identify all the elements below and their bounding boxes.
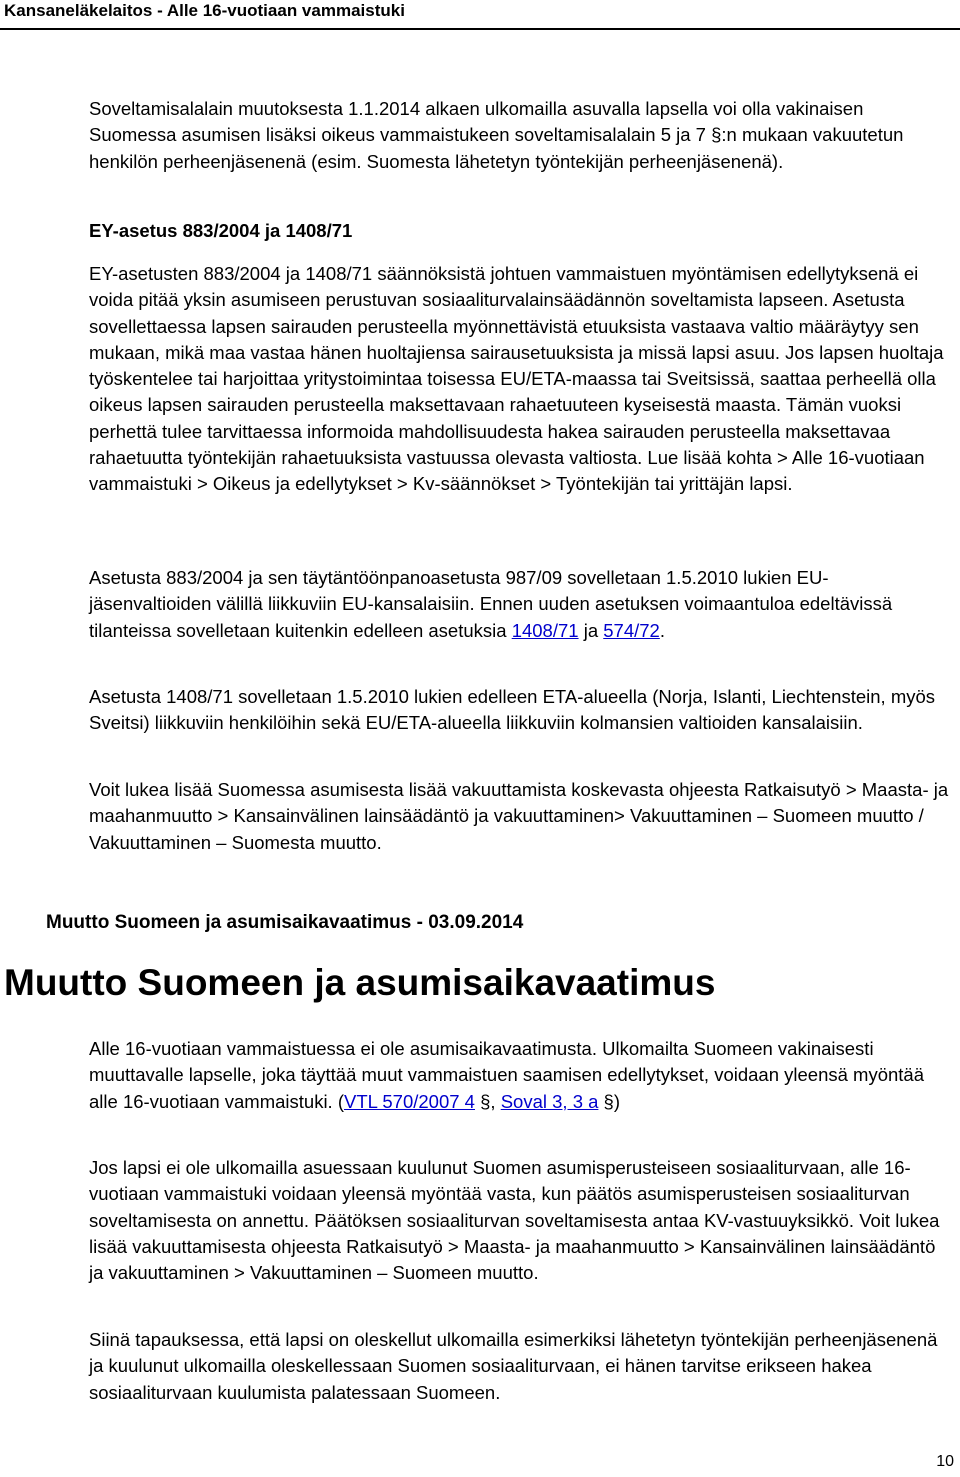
paragraph-asetus-1408: Asetusta 1408/71 sovelletaan 1.5.2010 lukien edelleen ETA-alueella (Norja, Islanti, Liechtenstein, myös Sveitsi) liikkuviin henkilöihin sekä EU/ETA-alueella liikkuviin kolmansien valtioiden kansalaisiin. bbox=[89, 686, 936, 734]
document-header-title: Kansaneläkelaitos - Alle 16-vuotiaan vammaistuki bbox=[4, 1, 405, 20]
link-574-72[interactable]: 574/72 bbox=[603, 619, 660, 641]
link-1408-71[interactable]: 1408/71 bbox=[511, 619, 579, 641]
page-number: 10 bbox=[936, 1453, 954, 1470]
section-asetus-1408 bbox=[89, 684, 949, 737]
link-vtl-570-2007[interactable]: VTL 570/2007 4 bbox=[344, 1090, 475, 1112]
paragraph-asumisaika-end: ) bbox=[613, 1090, 621, 1112]
paragraph-asumisaika-text: Alle 16-vuotiaan vammaistuessa ei ole asumisaikavaatimusta. Ulkomailta Suomeen vakinaisesti muuttavalle lapselle, joka täyttää muut vammaistuen saamisen edellytykset, voidaan yleensä myöntää alle 16-vuotiaan vammaistuki. ( bbox=[89, 1038, 924, 1112]
link-soval-3-3a[interactable]: Soval 3, 3 a bbox=[500, 1090, 599, 1112]
section-asumisaika bbox=[89, 1036, 949, 1115]
paragraph-asumisaika bbox=[89, 1036, 949, 1115]
paragraph-lue-lisaa: Voit lukea lisää Suomessa asumisesta lisää vakuuttamista koskevasta ohjeesta Ratkaisutyö > Maasta- ja maahanmuutto > Kansainvälinen lainsäädäntö ja vakuuttaminen> Vakuuttaminen – Suomeen muutto / Vakuuttaminen – Suomesta muutto. bbox=[89, 779, 949, 853]
section-asetus-883 bbox=[89, 565, 949, 644]
paragraph-soveltamisalalain: Soveltamisalalain muutoksesta 1.1.2014 alkaen ulkomailla asuvalla lapsella voi olla vakinaisen Suomessa asumisen lisäksi oikeus vammaistukeen soveltamisalalain 5 ja 7 §:n mukaan vakuutetun henkilön perheenjäsenenä (esim. Suomesta lähetetyn työntekijän perheenjäsenenä). bbox=[89, 98, 904, 172]
paragraph-asetus-883 bbox=[89, 565, 949, 644]
section-lahetetty bbox=[89, 1327, 949, 1406]
paragraph-ey-asetukset: EY-asetusten 883/2004 ja 1408/71 säännöksistä johtuen vammaistuen myöntämisen edellytyksenä ei voida pitää yksin asumiseen perustuvan sosiaaliturvalainsäädännön soveltamista lapseen. Asetusta sovellettaessa lapsen sairauden perusteella myönnettävistä etuuksista vastaava valtio määräytyy sen mukaan, mikä maa vastaa hänen huoltajiensa sairausetuuksista ja missä lapsi asuu. Jos lapsen huoltaja työskentelee tai harjoittaa yritystoimintaa toisessa EU/ETA-maassa tai Sveitsissä, saattaa perheellä olla oikeus lapsen sairauden perusteella maksettavaan rahaetuuteen kyseisestä maasta. Tämän vuoksi perhettä tulee tarvittaessa informoida mahdollisuudesta hakea sairauden perusteella maksettavaa rahaetuutta työntekijän rahaetuuksista vastuussa olevasta valtiosta. Lue lisää kohta > Alle 16-vuotiaan vammaistuki > Oikeus ja edellytykset > Kv-säännökset > Työntekijän tai yrittäjän lapsi. bbox=[89, 263, 944, 495]
page-title: Muutto Suomeen ja asumisaikavaatimus bbox=[4, 962, 716, 1003]
section-soveltamisala bbox=[89, 96, 949, 175]
paragraph-asetus-883-text: Asetusta 883/2004 ja sen täytäntöönpanoasetusta 987/09 sovelletaan 1.5.2010 lukien EU-jäsenvaltioiden välillä liikkuviin EU-kansalaisiin. Ennen uuden asetuksen voimaantuloa edeltävissä tilanteissa sovelletaan kuitenkin edelleen asetuksia bbox=[89, 567, 893, 641]
header-divider bbox=[0, 28, 960, 30]
section-sign-1: § bbox=[474, 1090, 491, 1112]
section-ey-asetus-body bbox=[89, 261, 949, 498]
link-separator: , bbox=[490, 1090, 501, 1112]
section-lue-lisaa bbox=[89, 777, 949, 856]
section-sosiaaliturva bbox=[89, 1155, 949, 1286]
section-date-heading: Muutto Suomeen ja asumisaikavaatimus - 03.09.2014 bbox=[46, 912, 524, 933]
section-ey-asetus bbox=[89, 218, 949, 244]
subheading-ey-asetus: EY-asetus 883/2004 ja 1408/71 bbox=[89, 220, 353, 241]
section-sign-2: § bbox=[598, 1090, 614, 1112]
paragraph-lahetetty: Siinä tapauksessa, että lapsi on oleskellut ulkomailla esimerkiksi lähetetyn työntekijän perheenjäsenenä ja kuulunut ulkomailla oleskellessaan Suomen sosiaaliturvaan, ei hänen tarvitse erikseen hakea sosiaaliturvaan kuulumista palatessaan Suomeen. bbox=[89, 1329, 938, 1403]
paragraph-sosiaaliturva: Jos lapsi ei ole ulkomailla asuessaan kuulunut Suomen asumisperusteiseen sosiaaliturvaan, alle 16-vuotiaan vammaistuki voidaan yleensä myöntää vasta, kun päätös asumisperusteisen sosiaaliturvan soveltamisesta on annettu. Päätöksen sosiaaliturvan soveltamisesta antaa KV-vastuuyksikkö. Voit lukea lisää vakuuttamisesta ohjeesta Ratkaisutyö > Maasta- ja maahanmuutto > Kansainvälinen lainsäädäntö ja vakuuttaminen > Vakuuttaminen – Suomeen muutto. bbox=[89, 1157, 940, 1284]
paragraph-asetus-883-end: . bbox=[659, 619, 665, 641]
paragraph-asetus-883-and: ja bbox=[578, 619, 604, 641]
